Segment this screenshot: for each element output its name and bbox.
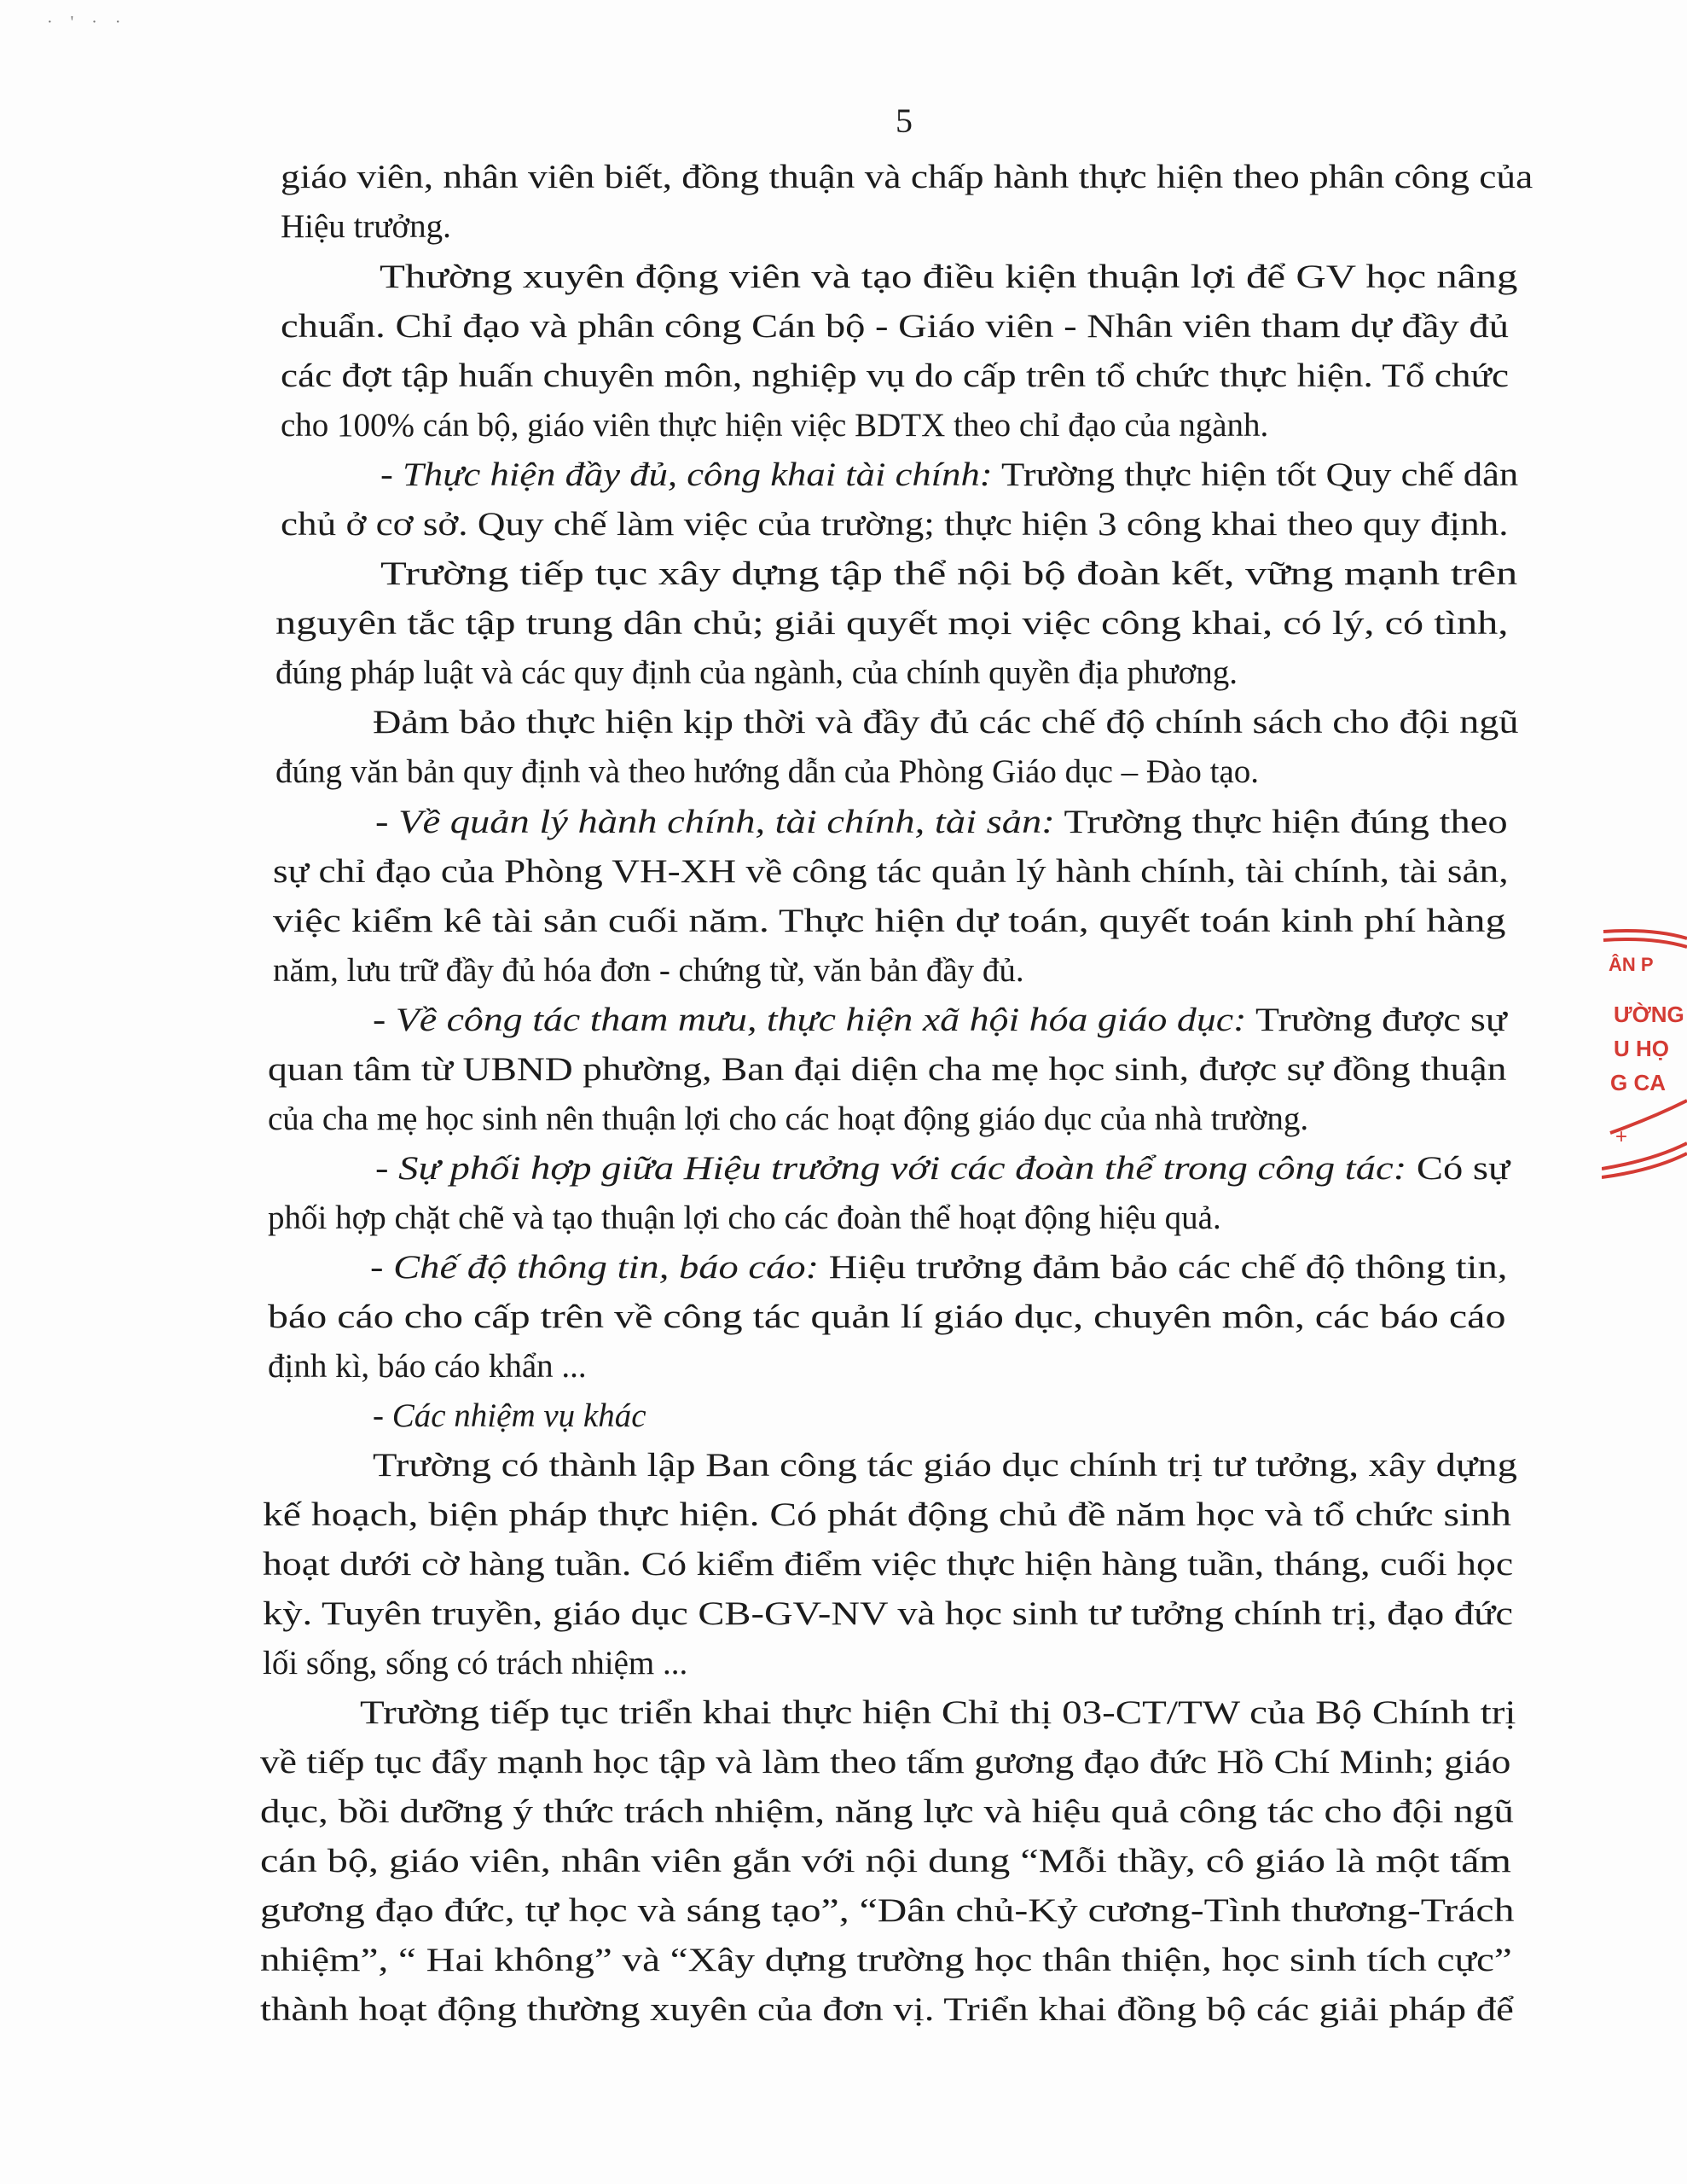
- official-stamp-fragment: [1602, 921, 1687, 1194]
- text-line: [273, 954, 1024, 987]
- line-text: hoạt dưới cờ hàng tuần. Có kiểm điểm việc thực hiện hàng tuần, tháng, cuối học: [263, 1546, 1514, 1583]
- text-line: [281, 508, 1509, 541]
- text-line: [360, 1696, 1516, 1729]
- line-text: của cha mẹ học sinh nên thuận lợi cho các hoạt động giáo dục của nhà trường.: [268, 1101, 1309, 1137]
- text-line: [260, 1795, 1514, 1828]
- line-text: Trường tiếp tục xây dựng tập thể nội bộ đoàn kết, vững mạnh trên: [380, 555, 1518, 592]
- line-text: chủ ở cơ sở. Quy chế làm việc của trường; thực hiện 3 công khai theo quy định.: [281, 506, 1509, 543]
- italic-heading: - Thực hiện đầy đủ, công khai tài chính:: [380, 456, 993, 493]
- svg-text:ƯỜNG: ƯỜNG: [1614, 1002, 1684, 1027]
- text-line: [263, 1647, 687, 1680]
- line-text: phối hợp chặt chẽ và tạo thuận lợi cho các đoàn thể hoạt động hiệu quả.: [268, 1199, 1221, 1236]
- line-text: Thường xuyên động viên và tạo điều kiện thuận lợi để GV học nâng: [380, 258, 1518, 295]
- line-text: Hiệu trưởng đảm bảo các chế độ thông tin,: [819, 1249, 1508, 1286]
- line-text: đúng văn bản quy định và theo hướng dẫn của Phòng Giáo dục – Đào tạo.: [275, 753, 1260, 790]
- text-line: [263, 1498, 1511, 1531]
- line-text: Trường thực hiện đúng theo: [1054, 804, 1508, 840]
- italic-heading: - Về công tác tham mưu, thực hiện xã hội hóa giáo dục:: [373, 1002, 1247, 1038]
- text-line: [268, 1350, 587, 1383]
- text-line: [273, 855, 1509, 888]
- text-line: [275, 755, 1259, 788]
- line-text: Hiệu trưởng.: [281, 208, 451, 245]
- text-line: [260, 1745, 1510, 1779]
- text-line: [373, 1399, 646, 1432]
- line-text: báo cáo cho cấp trên về công tác quản lí giáo dục, chuyên môn, các báo cáo: [268, 1298, 1506, 1335]
- line-text: định kì, báo cáo khẩn ...: [268, 1348, 587, 1385]
- line-text: cho 100% cán bộ, giáo viên thực hiện việc BDTX theo chỉ đạo của ngành.: [281, 407, 1269, 444]
- text-line: [373, 1449, 1517, 1482]
- text-line: [370, 1251, 1507, 1284]
- text-line: [281, 210, 451, 243]
- text-line: [373, 1003, 1507, 1037]
- line-text: đúng pháp luật và các quy định của ngành, của chính quyền địa phương.: [275, 654, 1238, 691]
- line-text: Trường có thành lập Ban công tác giáo dục chính trị tư tưởng, xây dựng: [373, 1447, 1517, 1484]
- line-text: các đợt tập huấn chuyên môn, nghiệp vụ do cấp trên tổ chức thực hiện. Tổ chức: [281, 357, 1510, 394]
- text-line: [375, 805, 1508, 839]
- svg-text:+: +: [1615, 1125, 1628, 1148]
- line-text: nguyên tắc tập trung dân chủ; giải quyết mọi việc công khai, có lý, có tình,: [275, 605, 1509, 642]
- line-text: chuẩn. Chỉ đạo và phân công Cán bộ - Giáo viên - Nhân viên tham dự đầy đủ: [281, 308, 1509, 345]
- text-line: [380, 260, 1517, 293]
- line-text: việc kiểm kê tài sản cuối năm. Thực hiện dự toán, quyết toán kinh phí hàng: [273, 903, 1506, 939]
- text-line: [380, 458, 1518, 491]
- line-text: nhiệm”, “ Hai không” và “Xây dựng trường học thân thiện, học sinh tích cực”: [260, 1942, 1512, 1978]
- line-text: thành hoạt động thường xuyên của đơn vị. Triển khai đồng bộ các giải pháp để: [260, 1991, 1514, 2028]
- line-text: lối sống, sống có trách nhiệm ...: [263, 1645, 688, 1682]
- line-text: kỳ. Tuyên truyền, giáo dục CB-GV-NV và học sinh tư tưởng chính trị, đạo đức: [263, 1595, 1514, 1632]
- line-text: Đảm bảo thực hiện kịp thời và đầy đủ các chế độ chính sách cho đội ngũ: [373, 704, 1519, 741]
- text-line: [268, 1053, 1506, 1086]
- line-text: Trường tiếp tục triển khai thực hiện Chỉ thị 03-CT/TW của Bộ Chính trị: [360, 1694, 1516, 1731]
- text-line: [260, 1943, 1512, 1977]
- text-line: [275, 656, 1238, 689]
- text-line: [268, 1102, 1308, 1136]
- page-number: 5: [896, 102, 913, 140]
- text-line: [281, 359, 1509, 392]
- italic-heading: - Sự phối hợp giữa Hiệu trưởng với các đoàn thể trong công tác:: [375, 1150, 1407, 1187]
- svg-text:U HỌ: U HỌ: [1614, 1036, 1669, 1061]
- text-line: [260, 1844, 1511, 1878]
- italic-heading: - Các nhiệm vụ khác: [373, 1397, 646, 1434]
- italic-heading: - Về quản lý hành chính, tài chính, tài sản:: [375, 804, 1055, 840]
- italic-heading: - Chế độ thông tin, báo cáo:: [370, 1249, 820, 1286]
- text-line: [281, 310, 1509, 343]
- text-line: [373, 706, 1518, 739]
- text-line: [281, 409, 1268, 442]
- svg-text:G CA: G CA: [1610, 1070, 1666, 1095]
- line-text: Có sự: [1406, 1150, 1510, 1187]
- line-text: giáo viên, nhân viên biết, đồng thuận và chấp hành thực hiện theo phân công của: [281, 159, 1533, 195]
- line-text: kế hoạch, biện pháp thực hiện. Có phát động chủ đề năm học và tổ chức sinh: [263, 1496, 1511, 1533]
- line-text: sự chỉ đạo của Phòng VH-XH về công tác quản lý hành chính, tài chính, tài sản,: [273, 853, 1509, 890]
- line-text: về tiếp tục đẩy mạnh học tập và làm theo tấm gương đạo đức Hồ Chí Minh; giáo: [260, 1744, 1511, 1780]
- text-line: [263, 1597, 1513, 1630]
- line-text: năm, lưu trữ đầy đủ hóa đơn - chứng từ, văn bản đầy đủ.: [273, 952, 1024, 989]
- text-line: [273, 904, 1505, 938]
- scan-corner-marks: · ' · ·: [47, 13, 128, 32]
- text-line: [268, 1201, 1221, 1234]
- text-line: [275, 607, 1508, 640]
- line-text: cán bộ, giáo viên, nhân viên gắn với nội dung “Mỗi thầy, cô giáo là một tấm: [260, 1843, 1511, 1879]
- text-line: [268, 1300, 1505, 1333]
- line-text: dục, bồi dưỡng ý thức trách nhiệm, năng lực và hiệu quả công tác cho đội ngũ: [260, 1793, 1514, 1830]
- text-line: [260, 1894, 1515, 1927]
- line-text: quan tâm từ UBND phường, Ban đại diện cha mẹ học sinh, được sự đồng thuận: [268, 1051, 1507, 1088]
- line-text: gương đạo đức, tự học và sáng tạo”, “Dân chủ-Kỷ cương-Tình thương-Trách: [260, 1892, 1515, 1929]
- text-line: [380, 557, 1517, 590]
- text-line: [375, 1152, 1510, 1185]
- text-line: [263, 1548, 1513, 1581]
- line-text: Trường thực hiện tốt Quy chế dân: [992, 456, 1519, 493]
- text-line: [260, 1993, 1514, 2026]
- svg-text:ÂN P: ÂN P: [1609, 954, 1654, 975]
- text-line: [281, 160, 1533, 194]
- line-text: Trường được sự: [1246, 1002, 1507, 1038]
- stamp-seal-graphic: [1602, 921, 1687, 1194]
